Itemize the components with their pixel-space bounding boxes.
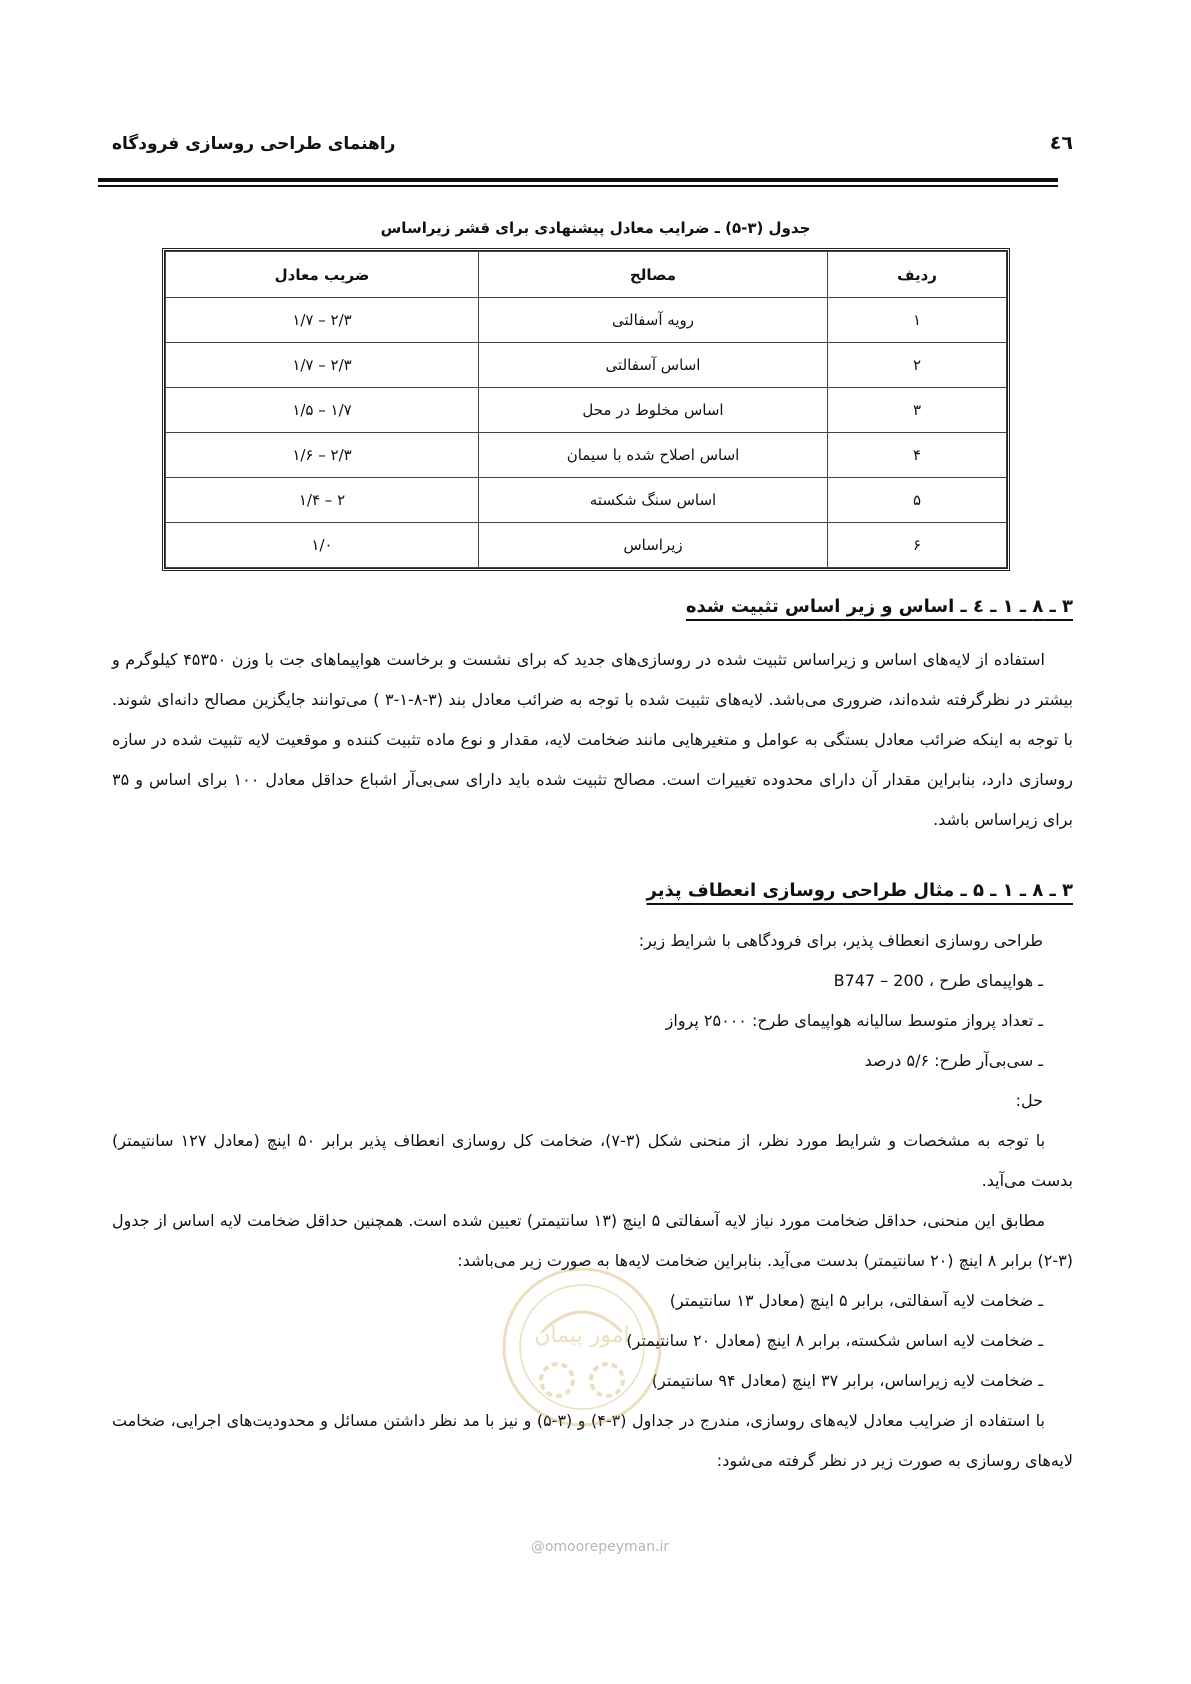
condition-item: ـ هواپیمای طرح ، B747 – 200 — [833, 971, 1043, 990]
header-rule — [98, 178, 1058, 190]
material-cell: رویه آسفالتی — [479, 298, 828, 343]
coefficient-cell: ۱/۴ – ۲ — [166, 478, 479, 523]
row-number: ۴ — [828, 433, 1007, 478]
column-header-row-no: ردیف — [828, 252, 1007, 298]
section-heading-design-example: ۳ ـ ۸ ـ ۱ ـ ۵ ـ مثال طراحی روسازی انعطاف پذیر — [646, 880, 1073, 901]
table-row — [166, 388, 1007, 433]
material-cell: اساس سنگ شکسته — [479, 478, 828, 523]
row-number: ۳ — [828, 388, 1007, 433]
coefficient-cell: ۱/۵ – ۱/۷ — [166, 388, 479, 433]
row-number: ۵ — [828, 478, 1007, 523]
column-header-material: مصالح — [479, 252, 828, 298]
table-row — [166, 478, 1007, 523]
row-number: ۲ — [828, 343, 1007, 388]
solution-label: حل: — [1015, 1091, 1043, 1110]
table-row — [166, 523, 1007, 568]
coefficient-cell: ۱/۰ — [166, 523, 479, 568]
design-conditions — [112, 921, 1043, 1121]
condition-item: ـ تعداد پرواز متوسط سالیانه هواپیمای طرح: ۲۵۰۰۰ پرواز — [665, 1011, 1043, 1030]
coefficient-cell: ۱/۷ – ۲/۳ — [166, 343, 479, 388]
paragraph-min-thickness: مطابق این منحنی، حداقل ضخامت مورد نیاز لایه آسفالتی ۵ اینچ (۱۳ سانتیمتر) تعیین شده است. همچنین حداقل ضخامت لایه اساس از جدول (۳-۲) برابر ۸ اینچ (۲۰ سانتیمتر) بدست می‌آید. بنابراین ضخامت لایه‌ها به صورت زیر می‌باشد: — [112, 1211, 1073, 1270]
row-number: ۱ — [828, 298, 1007, 343]
svg-text:امور پیمان: امور پیمان — [534, 1323, 630, 1348]
running-title: راهنمای طراحی روسازی فرودگاه — [112, 134, 396, 154]
table-header-row — [166, 252, 1007, 298]
paragraph-stabilized-base: استفاده از لایه‌های اساس و زیراساس تثبیت شده در روسازی‌های جدید که برای نشست و برخاست هواپیماهای جت با وزن ۴۵۳۵۰ کیلوگرم و بیشتر در نظرگرفته شده‌اند، ضروری می‌باشد. لایه‌های تثبیت شده با توجه به ضرائب معادل بند (۳-۸-۱-۳ ) می‌توانند جایگزین مصالح دانه‌ای شوند. با توجه به اینکه ضرائب معادل بستگی به عوامل و متغیرهایی مانند ضخامت لایه، مقدار و نوع ماده تثبیت کننده و موقعیت لایه تثبیت شده در سازه روسازی دارد، بنابراین مقدار آن دارای محدوده تغییرات است. مصالح تثبیت شده باید دارای سی‌بی‌آر اشباع حداقل معادل ۱۰۰ برای اساس و ۳۵ برای زیراساس باشد. — [112, 650, 1074, 829]
material-cell: اساس مخلوط در محل — [479, 388, 828, 433]
column-header-coefficient: ضریب معادل — [166, 252, 479, 298]
thickness-item: ـ ضخامت لایه اساس شکسته، برابر ۸ اینچ (معادل ۲۰ سانتیمتر) — [626, 1331, 1043, 1350]
condition-item: ـ سی‌بی‌آر طرح: ۵/۶ درصد — [864, 1051, 1043, 1070]
material-cell: اساس آسفالتی — [479, 343, 828, 388]
equivalency-table — [162, 248, 1010, 571]
table-caption: جدول (۳-۵) ـ ضرایب معادل پیشنهادی برای قشر زیراساس — [380, 219, 811, 237]
watermark-url: @omoorepeyman.ir — [530, 1539, 670, 1555]
material-cell: زیراساس — [479, 523, 828, 568]
coefficient-cell: ۱/۷ – ۲/۳ — [166, 298, 479, 343]
paragraph-equivalency-usage: با استفاده از ضرایب معادل لایه‌های روسازی، مندرج در جداول (۳-۴) و (۳-۵) و نیز با مد نظر داشتن مسائل و محدودیت‌های اجرایی، ضخامت لایه‌های روسازی به صورت زیر در نظر گرفته می‌شود: — [112, 1411, 1073, 1470]
conditions-intro: طراحی روسازی انعطاف پذیر، برای فرودگاهی با شرایط زیر: — [638, 931, 1043, 950]
row-number: ۶ — [828, 523, 1007, 568]
page-number: ٤٦ — [1049, 132, 1073, 154]
coefficient-cell: ۱/۶ – ۲/۳ — [166, 433, 479, 478]
thickness-item: ـ ضخامت لایه زیراساس، برابر ۳۷ اینچ (معادل ۹۴ سانتیمتر) — [651, 1371, 1043, 1390]
material-cell: اساس اصلاح شده با سیمان — [479, 433, 828, 478]
watermark-seal-icon — [497, 1262, 667, 1432]
table-row — [166, 343, 1007, 388]
section-heading-stabilized-base: ۳ ـ ۸ ـ ۱ ـ ٤ ـ اساس و زیر اساس تثبیت شده — [685, 596, 1073, 617]
thickness-item: ـ ضخامت لایه آسفالتی، برابر ۵ اینچ (معادل ۱۳ سانتیمتر) — [669, 1291, 1043, 1310]
table-row — [166, 433, 1007, 478]
table-row — [166, 298, 1007, 343]
paragraph-total-thickness: با توجه به مشخصات و شرایط مورد نظر، از منحنی شکل (۳-۷)، ضخامت کل روسازی انعطاف پذیر برابر ۵۰ اینچ (معادل ۱۲۷ سانتیمتر) بدست می‌آید. — [112, 1131, 1073, 1190]
